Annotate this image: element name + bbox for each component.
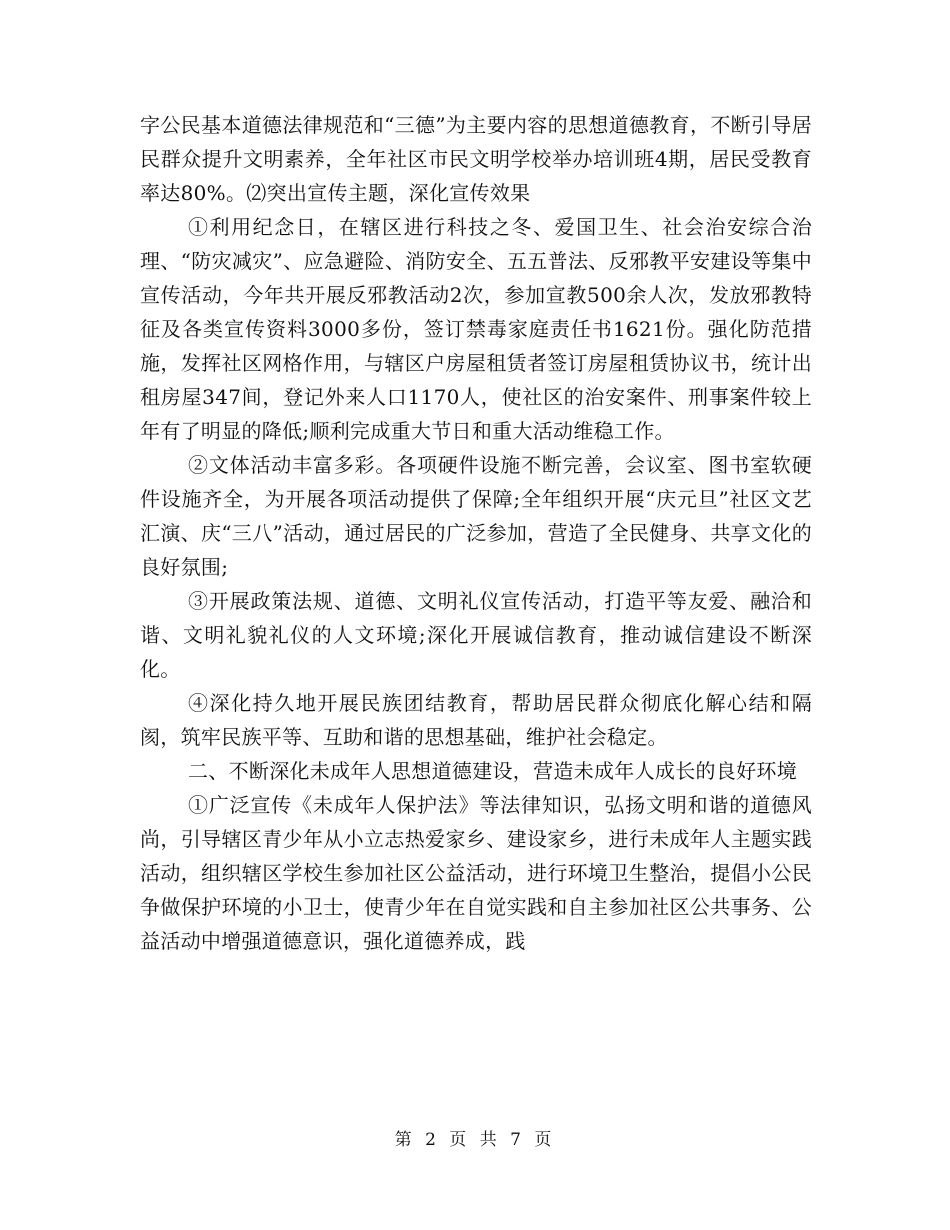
paragraph-item-3: ③开展政策法规、道德、文明礼仪宣传活动，打造平等友爱、融洽和谐、文明礼貌礼仪的人文环境;深化开展诚信教育，推动诚信建设不断深化。 xyxy=(140,589,812,681)
page-footer: 第 2 页 共 7 页 xyxy=(394,1130,556,1150)
paragraph-section-item-1: ①广泛宣传《未成年人保护法》等法律知识，弘扬文明和谐的道德风尚，引导辖区青少年从小立志热爱家乡、建设家乡，进行未成年人主题实践活动，组织辖区学校生参加社区公益活动，进行环境卫生整治，提倡小公民争做保护环境的小卫士，使青少年在自觉实践和自主参加社区公共事务、公益活动中增强道德意识，强化道德养成，践 xyxy=(140,793,812,953)
paragraph-item-2: ②文体活动丰富多彩。各项硬件设施不断完善，会议室、图书室软硬件设施齐全，为开展各项活动提供了保障;全年组织开展“庆元旦”社区文艺汇演、庆“三八”活动，通过居民的广泛参加，营造了全民健身、共享文化的良好氛围; xyxy=(140,453,812,579)
document-body xyxy=(140,108,812,958)
paragraph-item-1: ①利用纪念日，在辖区进行科技之冬、爱国卫生、社会治安综合治理、“防灾减灾”、应急避险、消防安全、五五普法、反邪教平安建设等集中宣传活动，今年共开展反邪教活动2次，参加宣教500余人次，发放邪教特征及各类宣传资料3000多份，签订禁毒家庭责任书1621份。强化防范措施，发挥社区网格作用，与辖区户房屋租赁者签订房屋租赁协议书，统计出租房屋347间，登记外来人口1170人，使社区的治安案件、刑事案件较上年有了明显的降低;顺利完成重大节日和重大活动维稳工作。 xyxy=(140,215,812,443)
section-heading: 二、不断深化未成年人思想道德建设，营造未成年人成长的良好环境 xyxy=(188,759,797,783)
paragraph-continuation: 字公民基本道德法律规范和“三德”为主要内容的思想道德教育，不断引导居民群众提升文明素养，全年社区市民文明学校举办培训班4期，居民受教育率达80%。⑵突出宣传主题，深化宣传效果 xyxy=(140,113,812,205)
paragraph-item-4: ④深化持久地开展民族团结教育，帮助居民群众彻底化解心结和隔阂，筑牢民族平等、互助和谐的思想基础，维护社会稳定。 xyxy=(140,691,812,749)
